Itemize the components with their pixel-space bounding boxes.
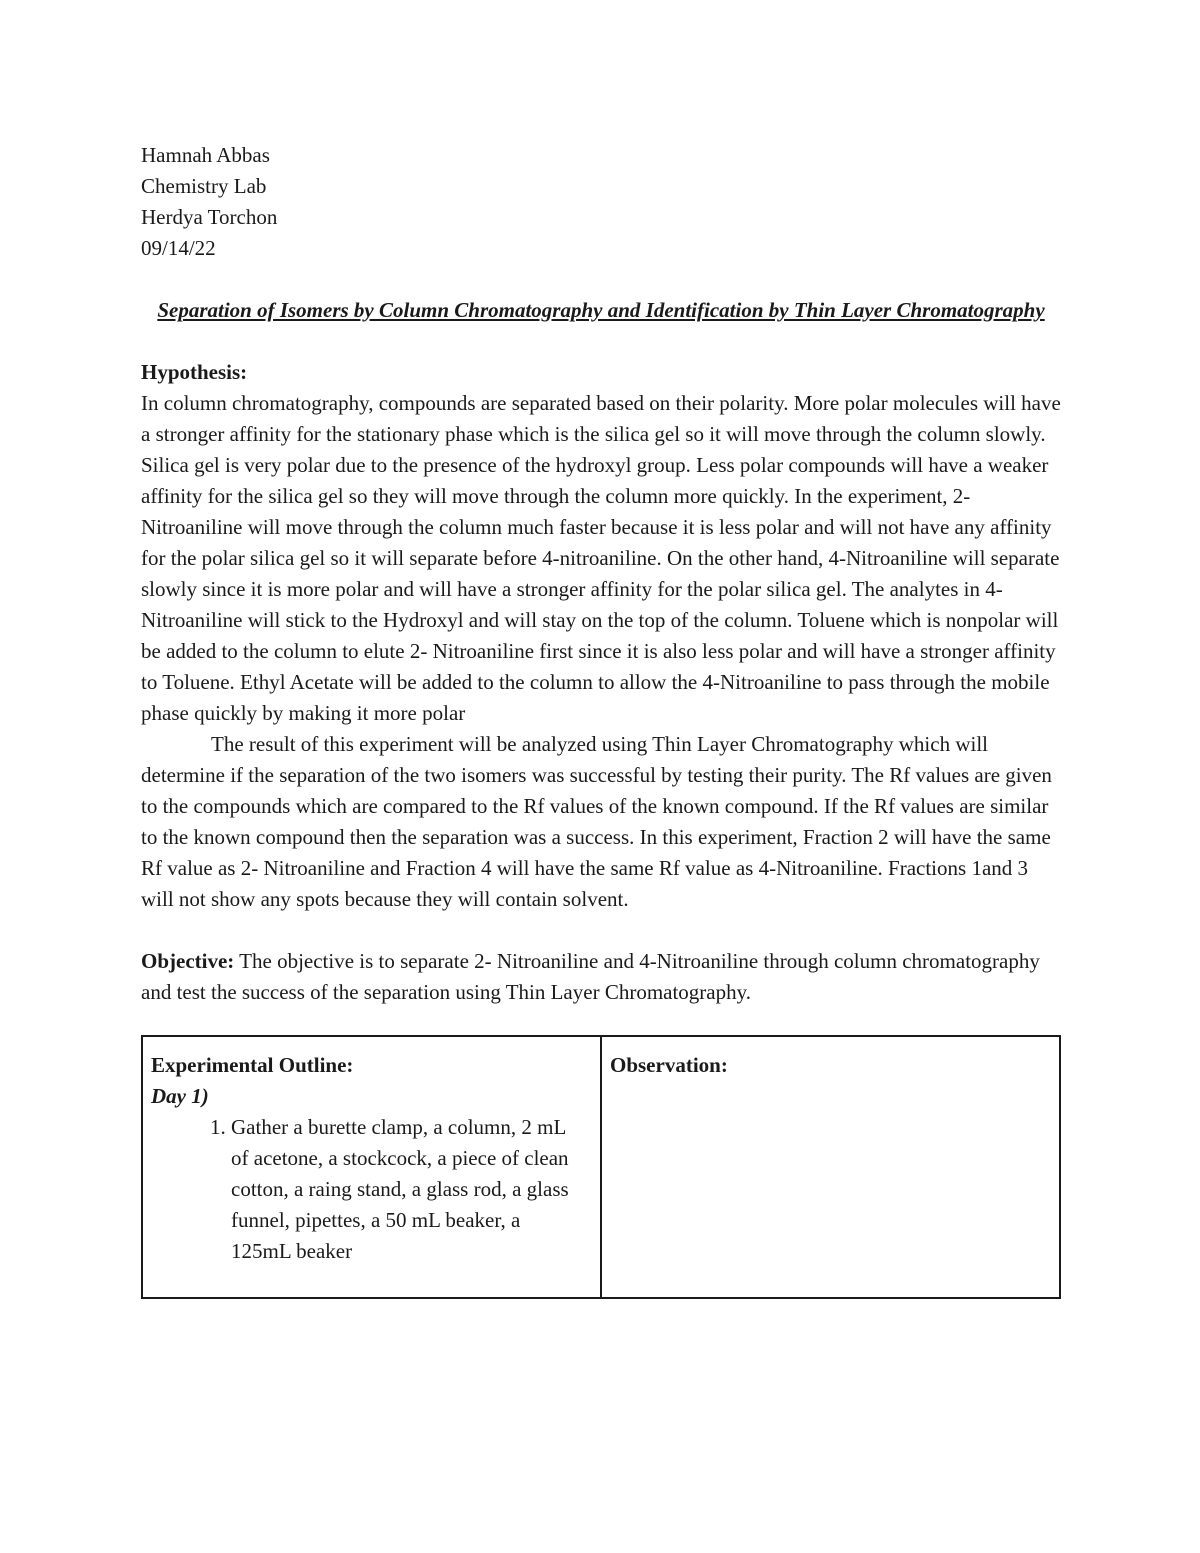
course-name: Chemistry Lab [141,174,267,198]
objective-section [141,946,1061,1008]
table-row [142,1036,1060,1298]
document-title: Separation of Isomers by Column Chromatography and Identification by Thin Layer Chromatography [157,298,1045,322]
section-spacer [141,915,1061,946]
hypothesis-section [141,357,1061,915]
hypothesis-heading: Hypothesis: [141,360,248,384]
report-date: 09/14/22 [141,236,216,260]
objective-text: The objective is to separate 2- Nitroaniline and 4-Nitroaniline through column chromatography and test the success of the separation using Thin Layer Chromatography. [141,949,1040,1004]
objective-label: Objective: [141,949,235,973]
hypothesis-paragraph-2: The result of this experiment will be analyzed using Thin Layer Chromatography which will determine if the separation of the two isomers was successful by testing their purity. The Rf values are given to the compounds which are compared to the Rf values of the known compound. If the Rf values are similar to the known compound then the separation was a success. In this experiment, Fraction 2 will have the same Rf value as 2- Nitroaniline and Fraction 4 will have the same Rf value as 4-Nitroaniline. Fractions 1and 3 will not show any spots because they will contain solvent. [141,732,1052,911]
step-list [151,1112,592,1267]
document-page [141,140,1061,1299]
observation-cell [601,1036,1060,1298]
instructor-name: Herdya Torchon [141,205,278,229]
document-header [141,140,1061,264]
hypothesis-paragraph-1: In column chromatography, compounds are separated based on their polarity. More polar molecules will have a stronger affinity for the stationary phase which is the silica gel so it will move through the column slowly. Silica gel is very polar due to the presence of the hydroxyl group. Less polar compounds will have a weaker affinity for the silica gel so they will move through the column more quickly. In the experiment, 2- Nitroaniline will move through the column much faster because it is less polar and will not have any affinity for the polar silica gel so it will separate before 4-nitroaniline. On the other hand, 4-Nitroaniline will separate slowly since it is more polar and will have a stronger affinity for the polar silica gel. The analytes in 4-Nitroaniline will stick to the Hydroxyl and will stay on the top of the column. Toluene which is nonpolar will be added to the column to elute 2- Nitroaniline first since it is also less polar and will have a stronger affinity to Toluene. Ethyl Acetate will be added to the column to allow the 4-Nitroaniline to pass through the mobile phase quickly by making it more polar [141,391,1061,725]
day-label: Day 1) [151,1084,209,1108]
outline-heading: Experimental Outline: [151,1053,354,1077]
observation-heading: Observation: [610,1053,728,1077]
author-name: Hamnah Abbas [141,143,270,167]
experiment-table [141,1035,1061,1299]
outline-cell [142,1036,601,1298]
list-item: 1. Gather a burette clamp, a column, 2 mL of acetone, a stockcock, a piece of clean cotton, a raing stand, a glass rod, a glass funnel, pipettes, a 50 mL beaker, a 125mL beaker [231,1112,582,1267]
